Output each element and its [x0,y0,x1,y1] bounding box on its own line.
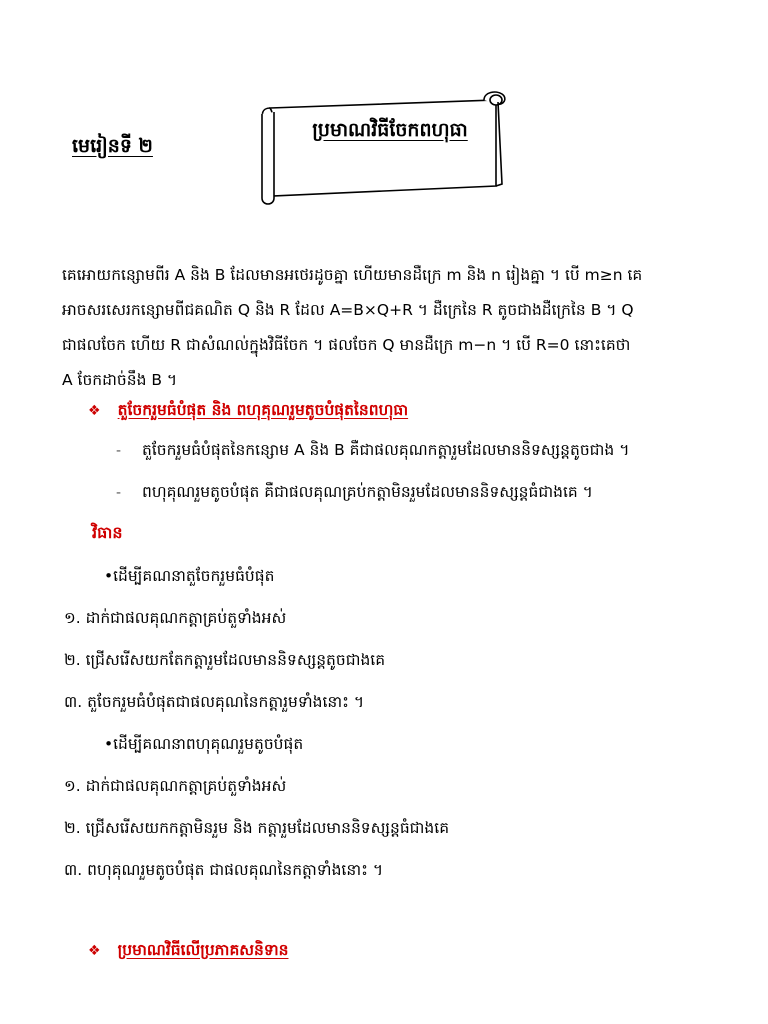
list-item [116,440,629,463]
method-label: វិធាន [92,523,123,542]
subheading: •ដើម្បីគណនាតួចែករួមធំបំផុត [104,567,275,585]
diamond-bullet-icon: ❖ [88,403,101,419]
definition-text: ពហុគុណរួមតូចបំផុត គឺជាផលគុណគ្រប់កត្តាមិនរួមដែលមាននិទស្សន្តធំជាងគេ ។ [142,483,593,501]
step-item: ៣. ពហុគុណរួមតូចបំផុត ជាផលគុណនៃកត្តាទាំងនោះ ។ [64,861,384,879]
step-item: ១. ដាក់ជាផលគុណកត្តាគ្រប់តួទាំងអស់ [64,777,287,795]
step-item: ២. ជ្រើសរើសយកតែកត្តារួមដែលមាននិទស្សន្តតូចជាងគេ [64,651,386,669]
section-title: តួចែករួមធំបំផុត និង ពហុគុណរួមតូចបំផុតនៃពហុធា [117,401,409,419]
intro-line: A ចែកដាច់នឹង B ។ [62,371,178,389]
diamond-bullet-icon: ❖ [88,943,101,959]
step-item: ១. ដាក់ជាផលគុណកត្តាគ្រប់តួទាំងអស់ [64,609,287,627]
intro-paragraph [62,258,702,398]
intro-line: ជាផលចែក ហើយ R ជាសំណល់ក្នុងវិធីចែក ។ ផលចែក Q មានដឺក្រេ m−n ។ បើ R=0 នោះគេថា [62,336,631,354]
scroll-banner-icon [256,88,516,206]
definition-text: តួចែករួមធំបំផុតនៃកន្សោម A និង B គឺជាផលគុណកត្តារួមដែលមាននិទស្សន្តតូចជាង ។ [142,441,630,459]
dash-bullet-icon: - [116,485,122,501]
section-heading [88,400,408,423]
step-item: ២. ជ្រើសរើសយកកត្តាមិនរួម និង កត្តារួមដែលមាននិទស្សន្តធំជាងគេ [64,819,450,837]
lesson-label: មេរៀនទី ២ [72,135,153,157]
section-title: ប្រមាណវិធីលើប្រភាគសនិទាន [117,941,289,959]
list-item [116,482,593,505]
intro-line: អាចសរសេរកន្សោមពីជគណិត Q និង R ដែល A=B×Q+R ។ ដឺក្រេនៃ R តូចជាងដឺក្រេនៃ B ។ Q [62,301,634,319]
intro-line: គេអោយកន្សោមពីរ A និង B ដែលមានអថេរដូចគ្នា ហើយមានដឺក្រេ m និង n រៀងគ្នា ។ បើ m≥n គេ [62,266,643,284]
subheading: •ដើម្បីគណនាពហុគុណរួមតូចបំផុត [104,735,304,753]
title-banner [256,88,516,206]
step-item: ៣. តួចែករួមធំបំផុតជាផលគុណនៃកត្តារួមទាំងនោះ ។ [64,693,365,711]
page-title: ប្រមាណវិធីចែកពហុធា [312,119,468,141]
dash-bullet-icon: - [116,443,122,459]
section-heading [88,940,288,963]
